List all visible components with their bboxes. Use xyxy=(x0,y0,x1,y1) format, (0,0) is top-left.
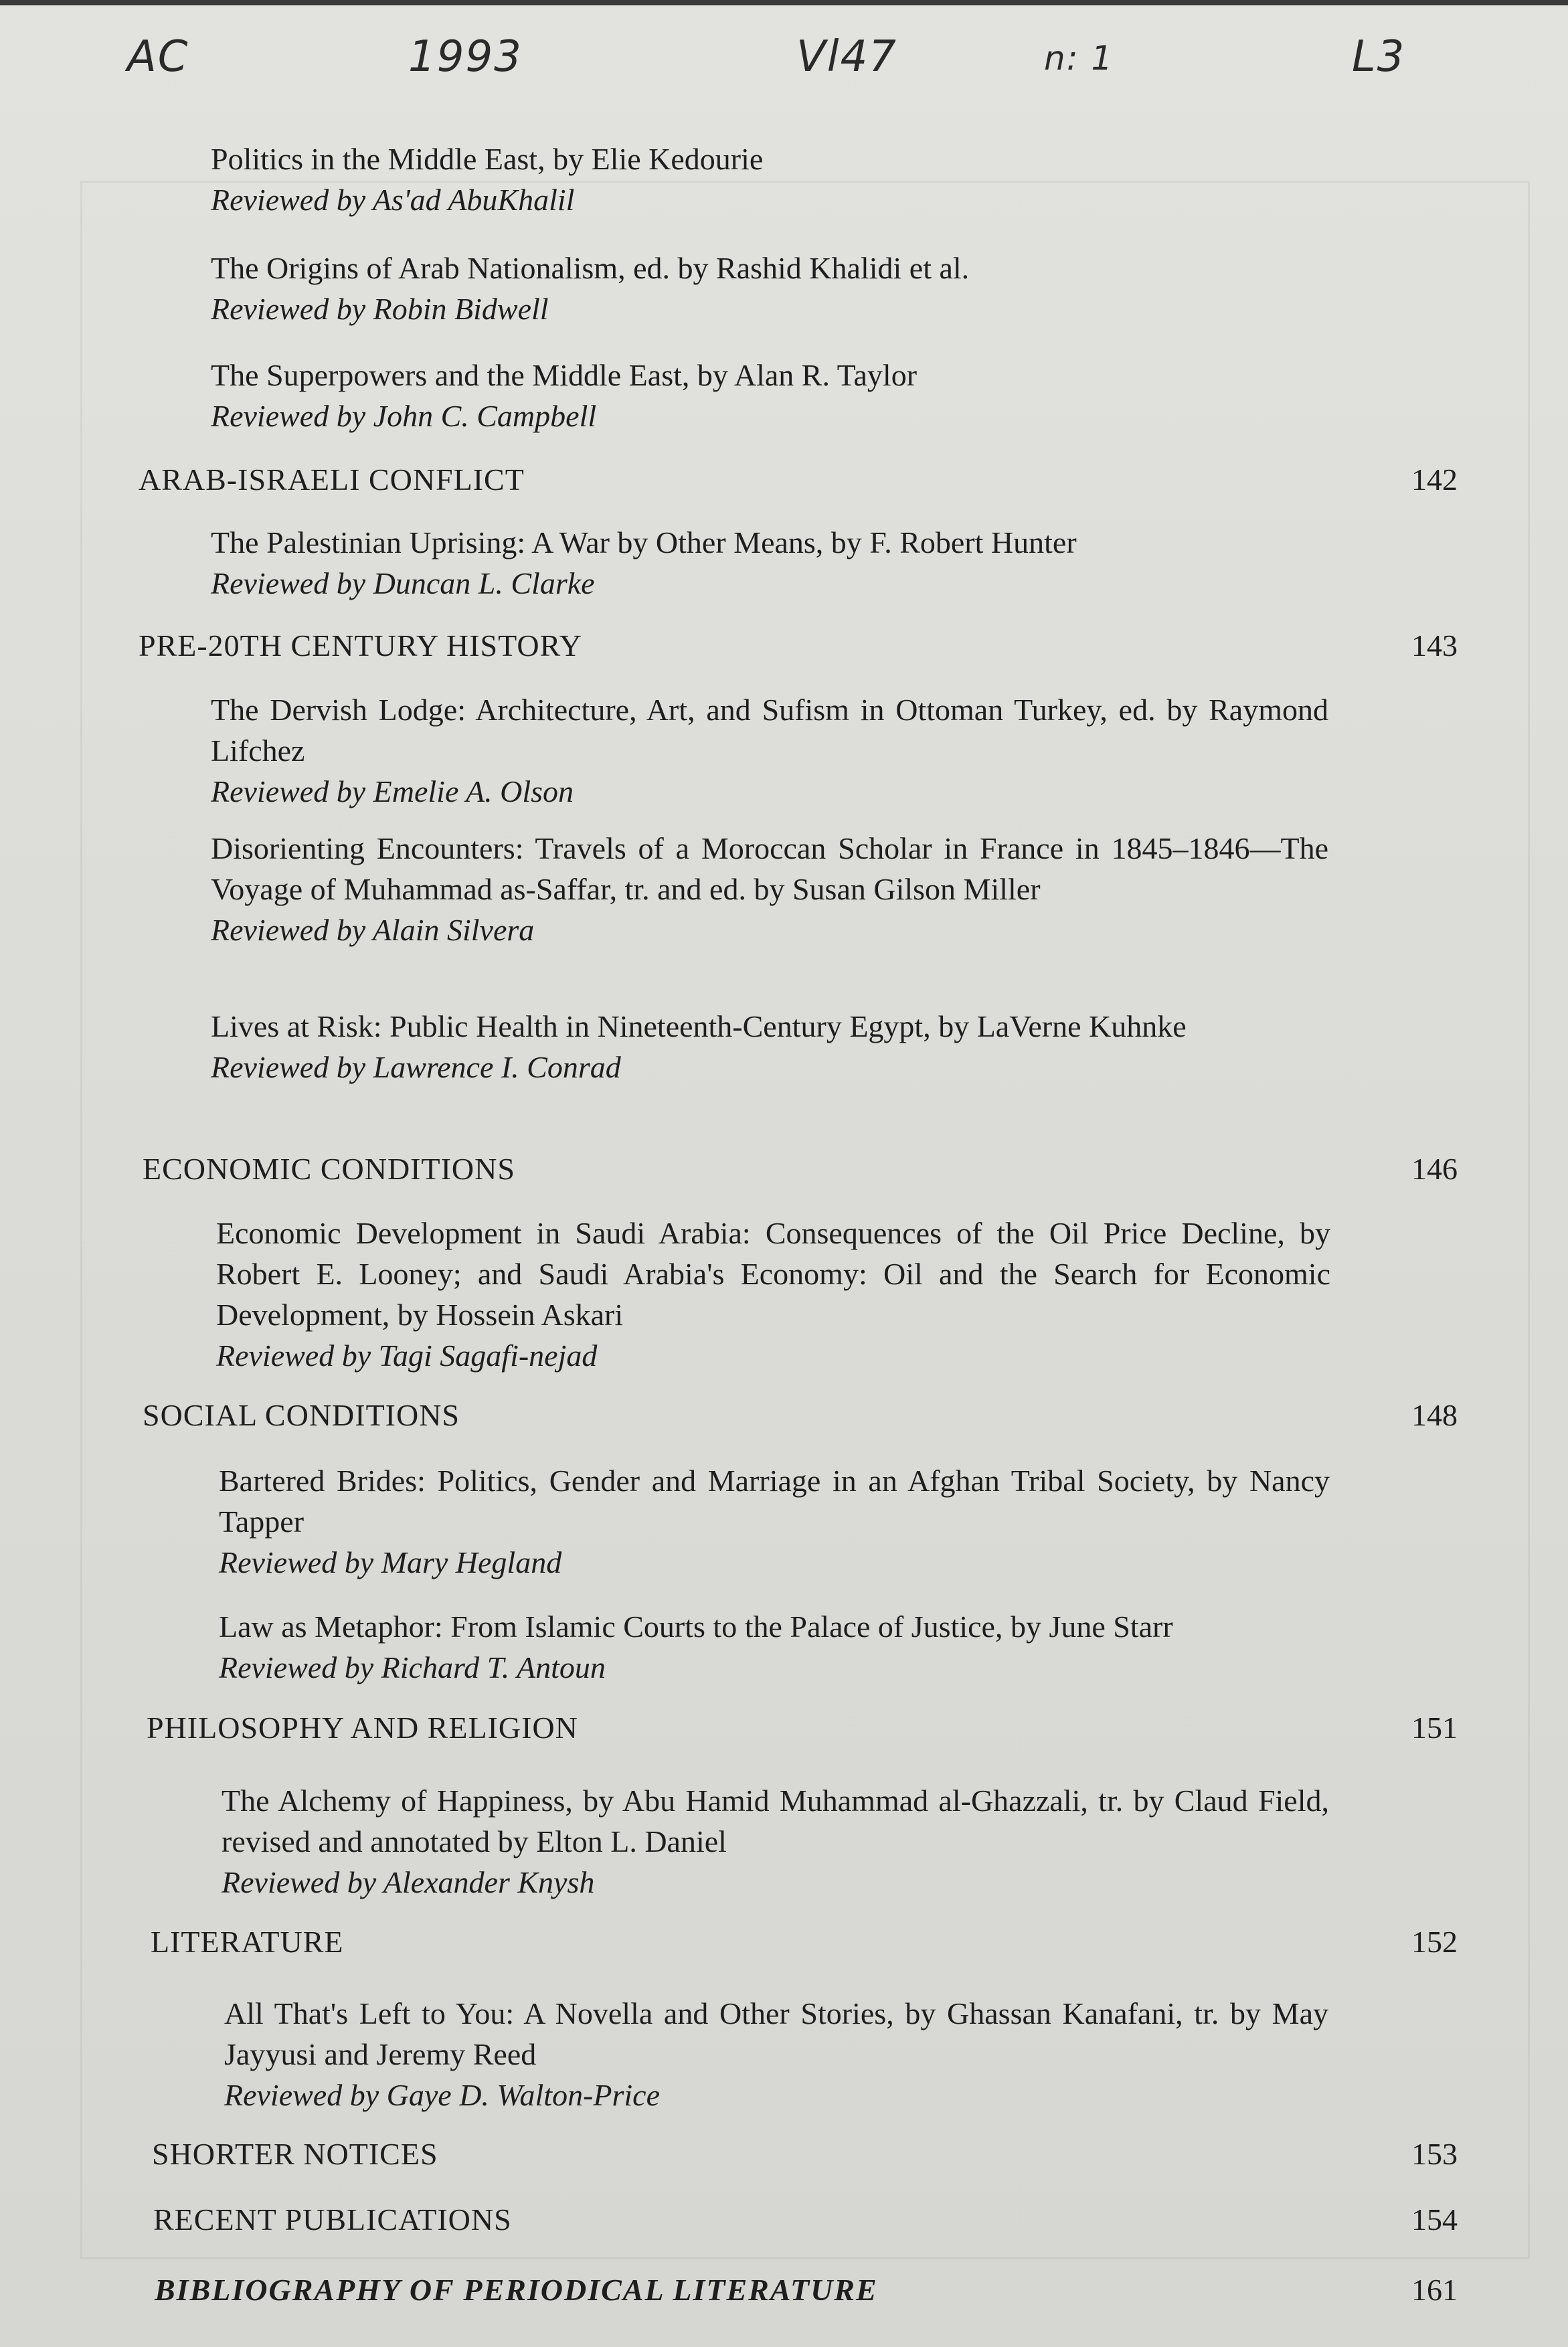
section-heading: RECENT PUBLICATIONS xyxy=(153,2202,512,2237)
reviewer: Reviewed by Gaye D. Walton-Price xyxy=(224,2078,661,2112)
book-title: Law as Metaphor: From Islamic Courts to the Palace of Justice, by June Starr xyxy=(219,1610,1173,1644)
toc-entry xyxy=(211,522,1335,604)
toc-entry xyxy=(211,1006,1328,1088)
reviewer: Reviewed by As'ad AbuKhalil xyxy=(211,183,575,217)
reviewer: Reviewed by John C. Campbell xyxy=(211,399,597,433)
section-heading: ECONOMIC CONDITIONS xyxy=(143,1152,515,1186)
toc-entry xyxy=(219,1460,1330,1583)
page-number: 152 xyxy=(1411,1925,1458,1959)
reviewer: Reviewed by Tagi Sagafi-nejad xyxy=(216,1338,598,1373)
handwritten-note-1: AC xyxy=(127,32,189,82)
toc-entry xyxy=(219,1606,1336,1688)
toc-entry xyxy=(224,1993,1328,2115)
book-title: Politics in the Middle East, by Elie Kedourie xyxy=(211,142,764,176)
section-heading: ARAB-ISRAELI CONFLICT xyxy=(139,462,525,497)
book-title: Bartered Brides: Politics, Gender and Marriage in an Afghan Tribal Society, by Nancy Tapper xyxy=(219,1464,1330,1539)
page-number: 161 xyxy=(1411,2273,1458,2307)
reviewer: Reviewed by Richard T. Antoun xyxy=(219,1650,606,1684)
page-top-edge xyxy=(0,0,1568,5)
book-title: The Origins of Arab Nationalism, ed. by Rashid Khalidi et al. xyxy=(211,251,970,285)
book-title: The Superpowers and the Middle East, by Alan R. Taylor xyxy=(211,358,918,392)
section-heading: PHILOSOPHY AND RELIGION xyxy=(147,1711,578,1745)
toc-entry xyxy=(222,1780,1329,1903)
book-title: The Dervish Lodge: Architecture, Art, and Sufism in Ottoman Turkey, ed. by Raymond Lifchez xyxy=(211,693,1328,768)
toc-entry xyxy=(211,828,1328,950)
reviewer: Reviewed by Alain Silvera xyxy=(211,913,535,947)
handwritten-note-number: n: 1 xyxy=(1044,39,1114,78)
page-number: 154 xyxy=(1411,2202,1458,2237)
reviewer: Reviewed by Emelie A. Olson xyxy=(211,774,574,808)
book-title: Economic Development in Saudi Arabia: Consequences of the Oil Price Decline, by Robert E. Looney; and Saudi Arabia's Economy: Oil and the Search for Economic Development, by Hossein Askari xyxy=(216,1216,1330,1332)
reviewer: Reviewed by Robin Bidwell xyxy=(211,292,549,326)
book-title: Disorienting Encounters: Travels of a Moroccan Scholar in France in 1845–1846—The Voyage of Muhammad as-Saffar, tr. and ed. by Susan Gilson Miller xyxy=(211,831,1328,906)
toc-entry xyxy=(211,248,1335,329)
book-title: The Palestinian Uprising: A War by Other Means, by F. Robert Hunter xyxy=(211,525,1077,559)
book-title: All That's Left to You: A Novella and Other Stories, by Ghassan Kanafani, tr. by May Jayyusi and Jeremy Reed xyxy=(224,1996,1328,2071)
section-heading: SHORTER NOTICES xyxy=(152,2137,438,2171)
toc-entry xyxy=(216,1213,1330,1376)
reviewer: Reviewed by Mary Hegland xyxy=(219,1545,562,1579)
handwritten-note-shelf: L3 xyxy=(1352,32,1406,82)
reviewer: Reviewed by Alexander Knysh xyxy=(222,1865,595,1899)
section-heading: LITERATURE xyxy=(151,1925,344,1959)
page-number: 142 xyxy=(1411,462,1458,497)
page-number: 146 xyxy=(1411,1152,1458,1186)
page-number: 143 xyxy=(1411,628,1458,663)
book-title: Lives at Risk: Public Health in Nineteenth-Century Egypt, by LaVerne Kuhnke xyxy=(211,1009,1187,1043)
section-heading: PRE-20TH CENTURY HISTORY xyxy=(139,628,582,663)
section-heading-bibliography: BIBLIOGRAPHY OF PERIODICAL LITERATURE xyxy=(155,2273,878,2307)
handwritten-note-volume: Vl47 xyxy=(796,32,897,82)
book-title: The Alchemy of Happiness, by Abu Hamid Muhammad al-Ghazzali, tr. by Claud Field, revised and annotated by Elton L. Daniel xyxy=(222,1784,1329,1858)
reviewer: Reviewed by Lawrence I. Conrad xyxy=(211,1050,621,1084)
page-number: 148 xyxy=(1411,1398,1458,1432)
toc-entry xyxy=(211,689,1328,812)
reviewer: Reviewed by Duncan L. Clarke xyxy=(211,566,595,600)
toc-entry xyxy=(211,139,1335,220)
page-number: 153 xyxy=(1411,2137,1458,2171)
toc-entry xyxy=(211,355,1335,436)
page-number: 151 xyxy=(1411,1711,1458,1745)
handwritten-note-year: 1993 xyxy=(408,32,523,82)
section-heading: SOCIAL CONDITIONS xyxy=(143,1398,460,1432)
